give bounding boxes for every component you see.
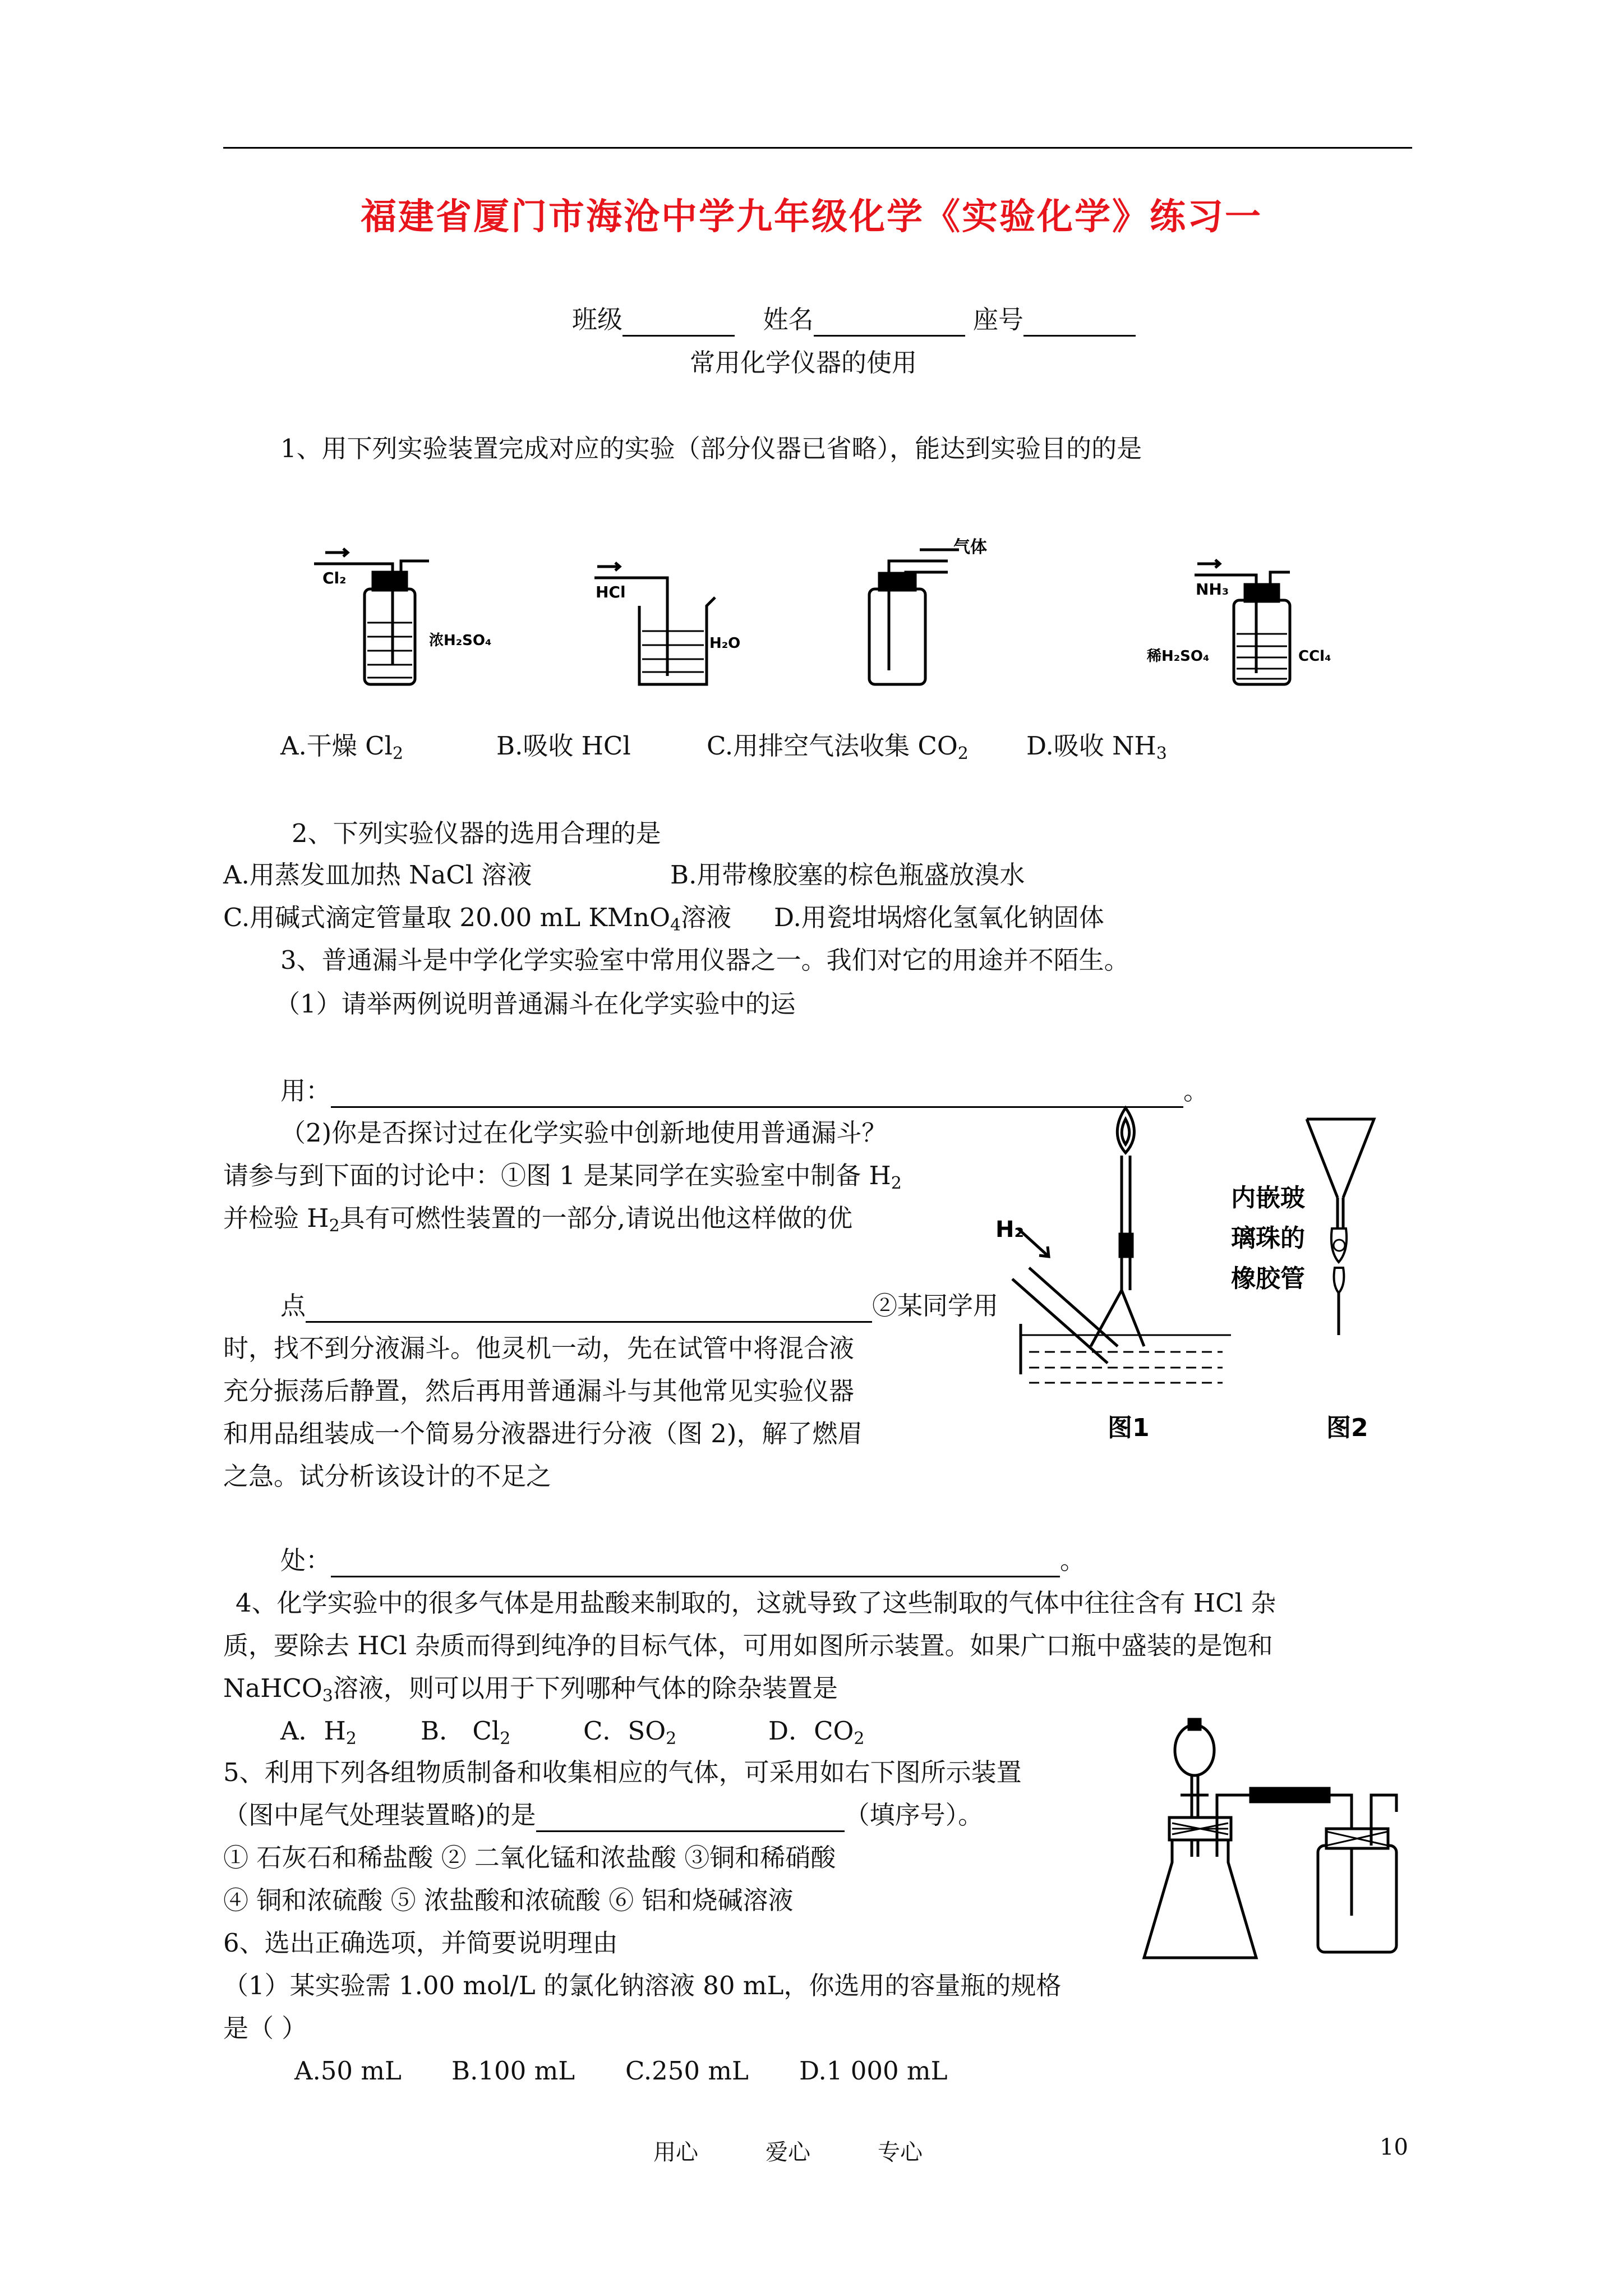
seat-blank[interactable] xyxy=(1023,309,1136,337)
figure-2-note-line2: 璃珠的 xyxy=(1231,1224,1305,1253)
q1-stem: 1、用下列实验装置完成对应的实验（部分仪器已省略），能达到实验目的的是 xyxy=(280,434,1142,463)
q3-part2-line7: 和用品组装成一个简易分液器进行分液（图 2)，解了燃眉 xyxy=(223,1419,863,1448)
figure-a-gas-label: Cl₂ xyxy=(322,569,347,587)
footer-motto-1: 用心 xyxy=(653,2139,698,2165)
q3-part2-line9: 处： 。 xyxy=(280,1544,1085,1577)
q3-part2-line6: 充分振荡后静置，然后再用普通漏斗与其他常见实验仪器 xyxy=(223,1376,855,1406)
q5-gas-apparatus xyxy=(1138,1717,1408,1980)
page-title: 福建省厦门市海沧中学九年级化学《实验化学》练习一 xyxy=(361,196,1262,238)
page-number: 10 xyxy=(1380,2134,1408,2160)
figure-b-beaker xyxy=(594,563,715,684)
q3-part2-line5: 时，找不到分液漏斗。他灵机一动，先在试管中将混合液 xyxy=(223,1333,855,1363)
class-blank[interactable] xyxy=(623,309,735,337)
q3-part2-line1: （2)你是否探讨过在化学实验中创新地使用普通漏斗？ xyxy=(280,1118,887,1148)
footer-motto-2: 爱心 xyxy=(766,2139,810,2165)
name-label: 姓名 xyxy=(763,305,814,334)
q3-figures xyxy=(995,1099,1410,1470)
footer-motto-3: 专心 xyxy=(878,2139,923,2165)
figure-b-gas-label: HCl xyxy=(596,583,626,601)
q4-option-c[interactable]: C．$SO_2$ xyxy=(583,1716,677,1749)
figure-2-label: 图2 xyxy=(1326,1414,1368,1442)
q3-part1-text: （1）请举两例说明普通漏斗在化学实验中的运 xyxy=(275,989,796,1019)
q3-shortcoming-blank[interactable] xyxy=(331,1550,1060,1577)
q1-option-c[interactable]: C.用排空气法收集 $CO_2$ xyxy=(707,731,969,763)
q6-option-d[interactable]: D.1 000 mL xyxy=(799,2056,948,2086)
q2-option-c[interactable]: C.用碱式滴定管量取 20.00 mL KMnO$_4$溶液 xyxy=(223,903,732,935)
q5-answer-blank[interactable] xyxy=(536,1805,845,1832)
figure-b-liquid-label: H₂O xyxy=(709,635,741,652)
q6-option-b[interactable]: B.100 mL xyxy=(451,2056,575,2086)
q3-advantage-blank[interactable] xyxy=(306,1295,872,1323)
q3-part2-line4: 点 ②某同学用 xyxy=(280,1289,998,1323)
figure-1-label: 图1 xyxy=(1108,1414,1150,1442)
q3-part2-line8: 之急。试分析该设计的不足之 xyxy=(223,1461,552,1491)
q3-part1-answer-line: 用： 。 xyxy=(280,1074,1209,1108)
q1-option-d[interactable]: D.吸收 $NH_3$ xyxy=(1026,731,1167,763)
figure-a-liquid-label: 浓H₂SO₄ xyxy=(429,632,492,649)
q3-stem: 3、普通漏斗是中学化学实验室中常用仪器之一。我们对它的用途并不陌生。 xyxy=(280,945,1129,975)
q6-option-c[interactable]: C.250 mL xyxy=(625,2056,749,2086)
figure-d-gas-label: NH₃ xyxy=(1196,580,1229,599)
q2-stem: 2、下列实验仪器的选用合理的是 xyxy=(292,818,661,848)
q6-part1-line2: 是（ ） xyxy=(223,2013,307,2043)
seat-label: 座号 xyxy=(972,305,1023,334)
q6-option-a[interactable]: A.50 mL xyxy=(294,2056,402,2086)
q2-option-d[interactable]: D.用瓷坩埚熔化氢氧化钠固体 xyxy=(774,903,1104,932)
figure-c-gas-label: 气体 xyxy=(953,537,987,557)
q4-option-d[interactable]: D．$CO_2$ xyxy=(768,1716,865,1749)
figure-c-gas-bottle xyxy=(869,550,959,684)
header-rule xyxy=(223,147,1412,149)
figure-1-apparatus xyxy=(1012,1108,1231,1383)
q3-part2-line3: 并检验 $H_2$具有可燃性装置的一部分,请说出他这样做的优 xyxy=(223,1203,852,1236)
figure-2-simple-separator xyxy=(1307,1119,1374,1335)
q5-line1: 5、利用下列各组物质制备和收集相应的气体，可采用如右下图所示装置 xyxy=(223,1757,1022,1787)
q4-line2: 质，要除去 HCl 杂质而得到纯净的目标气体，可用如图所示装置。如果广口瓶中盛装的是饱和 xyxy=(223,1631,1273,1660)
figure-d-layered-bottle xyxy=(1195,560,1290,684)
q4-line3: NaHCO$_3$溶液，则可以用于下列哪种气体的除杂装置是 xyxy=(223,1673,838,1706)
figure-1-gas-label: H₂ xyxy=(995,1217,1024,1243)
q1-option-a[interactable]: A.干燥 $Cl_2$ xyxy=(280,731,404,763)
figure-d-lower-label: CCl₄ xyxy=(1298,648,1331,665)
q5-line4: ④ 铜和浓硫酸 ⑤ 浓盐酸和浓硫酸 ⑥ 铝和烧碱溶液 xyxy=(223,1885,794,1915)
figure-2-note-line3: 橡胶管 xyxy=(1231,1264,1305,1293)
q5-line3: ① 石灰石和稀盐酸 ② 二氧化锰和浓盐酸 ③铜和稀硝酸 xyxy=(223,1843,836,1872)
q4-line1: 4、化学实验中的很多气体是用盐酸来制取的，这就导致了这些制取的气体中往往含有 HCl 杂 xyxy=(236,1588,1276,1618)
q1-apparatus-figures xyxy=(303,527,1368,707)
name-blank[interactable] xyxy=(814,309,965,337)
class-label: 班级 xyxy=(572,305,623,334)
q4-option-b[interactable]: B． $Cl_2$ xyxy=(421,1716,511,1749)
figure-d-upper-label: 稀H₂SO₄ xyxy=(1147,648,1210,665)
q2-option-b[interactable]: B.用带橡胶塞的棕色瓶盛放溴水 xyxy=(670,860,1025,890)
q6-stem: 6、选出正确选项，并简要说明理由 xyxy=(223,1928,618,1958)
student-info-line xyxy=(572,303,1136,337)
section-title: 常用化学仪器的使用 xyxy=(690,348,917,378)
q1-option-b[interactable]: B.吸收 HCl xyxy=(496,731,631,761)
q5-line2: （图中尾气处理装置略)的是 （填序号）。 xyxy=(223,1798,983,1832)
figure-2-note-line1: 内嵌玻 xyxy=(1231,1184,1305,1212)
q2-option-a[interactable]: A.用蒸发皿加热 NaCl 溶液 xyxy=(223,860,532,890)
q6-part1-line1: （1）某实验需 1.00 mol/L 的氯化钠溶液 80 mL，你选用的容量瓶的规格 xyxy=(223,1971,1062,2000)
q4-option-a[interactable]: A．$H_2$ xyxy=(280,1716,357,1749)
q3-part2-line2: 请参与到下面的讨论中：①图 1 是某同学在实验室中制备 $H_2$ xyxy=(223,1161,902,1193)
